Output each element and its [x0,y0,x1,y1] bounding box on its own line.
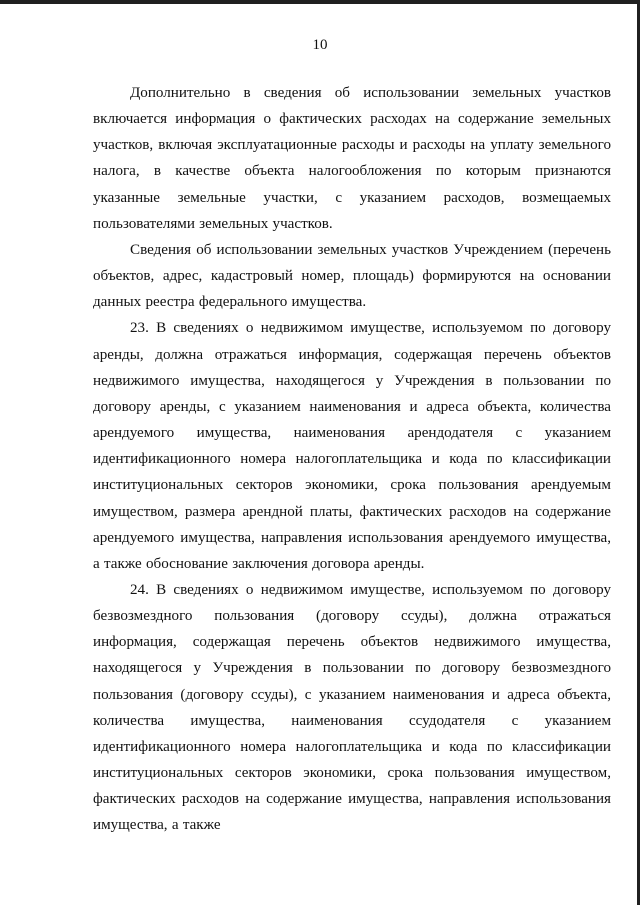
paragraph-23-lease: 23. В сведениях о недвижимом имуществе, используемом по договору аренды, должна отражаться информация, содержащая перечень объектов недвижимого имущества, находящегося у Учреждения в пользовании по договору аренды, с указанием наименования и адреса объекта, количества арендуемого имущества, наименования арендодателя с указанием идентификационного номера налогоплательщика и кода по классификации институциональных секторов экономики, срока пользования арендуемым имуществом, размера арендной платы, фактических расходов на содержание арендуемого имущества, направления использования арендуемого имущества, а также обоснование заключения договора аренды. [93,320,611,572]
document-body [93,80,611,839]
paragraph-land-registry: Сведения об использовании земельных участков Учреждением (перечень объектов, адрес, кадастровый номер, площадь) формируются на основании данных реестра федерального имущества. [93,241,611,311]
scan-edge-top [0,0,640,4]
paragraph-24-free-use: 24. В сведениях о недвижимом имуществе, используемом по договору безвозмездного пользования (договору ссуды), должна отражаться информация, содержащая перечень объектов недвижимого имущества, находящегося у Учреждения в пользовании по договору безвозмездного пользования (договору ссуды), с указанием наименования и адреса объекта, количества имущества, наименования ссудодателя с указанием идентификационного номера налогоплательщика и кода по классификации институциональных секторов экономики, срока пользования имуществом, фактических расходов на содержание имущества, направления использования имущества, а также [93,581,611,834]
paragraph-land-expenses: Дополнительно в сведения об использовании земельных участков включается информация о фактических расходах на содержание земельных участков, включая эксплуатационные расходы и расходы на уплату земельного налога, в качестве объекта налогообложения по которым признаются указанные земельные участки, с указанием расходов, возмещаемых пользователями земельных участков. [93,85,611,232]
page-number: 10 [312,37,328,53]
